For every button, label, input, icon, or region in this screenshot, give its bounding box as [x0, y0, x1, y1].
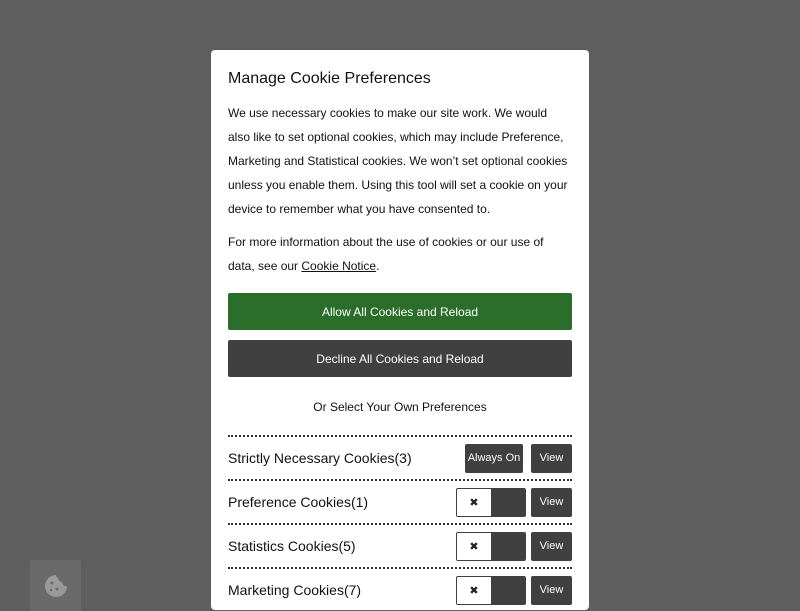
- category-label: [228, 450, 465, 466]
- cookie-settings-button[interactable]: [30, 560, 81, 611]
- modal-title: Manage Cookie Preferences: [228, 70, 431, 87]
- view-marketing-button[interactable]: View: [531, 576, 572, 605]
- toggle-off-icon: ✖: [457, 489, 491, 516]
- preference-toggle[interactable]: [456, 488, 526, 517]
- view-preference-button[interactable]: View: [531, 488, 572, 517]
- category-label: [228, 538, 456, 554]
- info-paragraph: [228, 230, 572, 278]
- category-count: (5): [338, 538, 356, 554]
- marketing-toggle[interactable]: [456, 576, 526, 605]
- toggle-knob: [491, 577, 525, 604]
- category-row-statistics: [228, 523, 572, 567]
- category-name: Strictly Necessary Cookies: [228, 450, 395, 466]
- intro-paragraph: We use necessary cookies to make our site work. We would also like to set optional cookies, which may include Preference, Marketing and Statistical cookies. We won’t set optional cookies unless you enable them. Using this tool will set a cookie on your device to remember what you have consented to.: [228, 106, 568, 216]
- toggle-knob: [491, 489, 525, 516]
- category-label: [228, 494, 456, 510]
- view-statistics-button[interactable]: View: [531, 532, 572, 561]
- decline-all-button[interactable]: Decline All Cookies and Reload: [228, 340, 572, 377]
- always-on-badge: Always On: [465, 444, 523, 473]
- category-label: [228, 582, 456, 598]
- category-row-necessary: [228, 435, 572, 479]
- category-name: Marketing Cookies: [228, 582, 344, 598]
- info-text: For more information about the use of cookies or our use of data, see our: [228, 235, 544, 273]
- category-row-marketing: [228, 567, 572, 610]
- select-preferences-label: Or Select Your Own Preferences: [313, 400, 487, 414]
- cookie-icon: [43, 573, 69, 599]
- view-necessary-button[interactable]: View: [531, 444, 572, 473]
- cookie-notice-link[interactable]: Cookie Notice: [301, 259, 377, 273]
- cookie-category-list: [228, 435, 572, 610]
- category-name: Preference Cookies: [228, 494, 351, 510]
- cookie-preferences-modal: [211, 50, 589, 610]
- category-name: Statistics Cookies: [228, 538, 339, 554]
- info-text-end: .: [376, 259, 380, 273]
- category-row-preference: [228, 479, 572, 523]
- category-count: (1): [350, 494, 369, 510]
- allow-all-button[interactable]: Allow All Cookies and Reload: [228, 293, 572, 330]
- toggle-off-icon: ✖: [457, 533, 491, 560]
- toggle-knob: [491, 533, 525, 560]
- statistics-toggle[interactable]: [456, 532, 526, 561]
- category-count: (7): [343, 582, 362, 598]
- category-count: (3): [394, 450, 412, 466]
- toggle-off-icon: ✖: [457, 577, 491, 604]
